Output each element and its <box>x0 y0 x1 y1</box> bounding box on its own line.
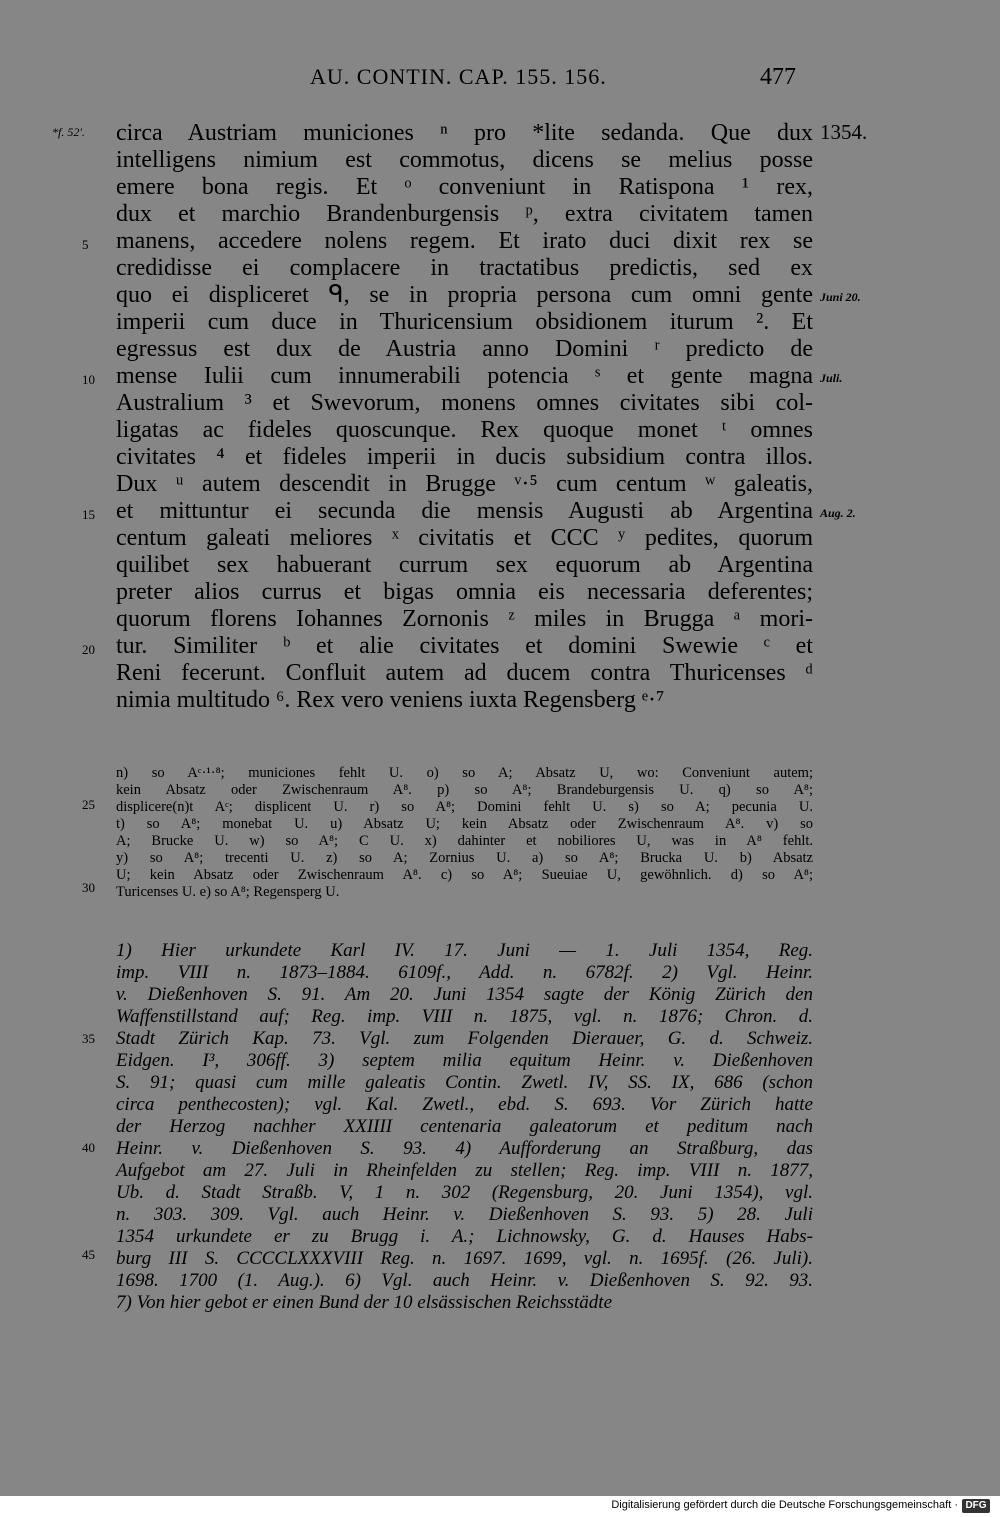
text-line: imperii cum duce in Thuricensium obsidionem iturum ². Et <box>116 309 813 335</box>
variant-note-line: y) so A⁸; trecenti U. z) so A; Zornius U. a) so A⁸; Brucka U. b) Absatz <box>116 850 813 866</box>
footnote-line: circa penthecosten); vgl. Kal. Zwetl., ebd. S. 693. Vor Zürich hatte <box>116 1094 813 1115</box>
line-number: 5 <box>82 237 89 252</box>
footnote-line: der Herzog nachher XXIIII centenaria galeatorum et peditum nach <box>116 1116 813 1137</box>
text-line: civitates ⁴ et fideles imperii in ducis subsidium contra illos. <box>116 444 813 470</box>
running-title: AU. CONTIN. CAP. 155. 156. <box>310 64 607 89</box>
line-number: 40 <box>82 1140 95 1155</box>
line-number: 35 <box>82 1031 95 1046</box>
text-line: egressus est dux de Austria anno Domini ʳ predicto de <box>116 336 813 362</box>
text-line: tur. Similiter ᵇ et alie civitates et domini Swewie ᶜ et <box>116 633 813 659</box>
footnote-line: Stadt Zürich Kap. 73. Vgl. zum Folgenden Dierauer, G. d. Schweiz. <box>116 1028 813 1049</box>
text-line: ligatas ac fideles quoscunque. Rex quoque monet ᵗ omnes <box>116 417 813 443</box>
footnote-line: Waffenstillstand auf; Reg. imp. VIII n. 1875, vgl. n. 1876; Chron. d. <box>116 1006 813 1027</box>
margin-folio-ref: *f. 52'. <box>52 125 85 139</box>
footnote-line: 7) Von hier gebot er einen Bund der 10 elsässischen Reichsstädte <box>116 1292 613 1313</box>
line-number: 15 <box>82 507 95 522</box>
variant-note-line: t) so A⁸; monebat U. u) Absatz U; kein Absatz oder Zwischenraum A⁸. v) so <box>116 816 813 832</box>
line-number: 10 <box>82 372 95 387</box>
footnote-line: 1354 urkundete er zu Brugg i. A.; Lichnowsky, G. d. Hauses Habs- <box>116 1226 813 1247</box>
text-line: quo ei displiceret ᑫ, se in propria persona cum omni gente <box>116 282 813 308</box>
text-line: intelligens nimium est commotus, dicens se melius posse <box>116 147 813 173</box>
text-line: quilibet sex habuerant currum sex equorum ab Argentina <box>116 552 813 578</box>
footnote-line: Aufgebot am 27. Juli in Rheinfelden zu stellen; Reg. imp. VIII n. 1877, <box>116 1160 813 1181</box>
text-line: nimia multitudo ⁶. Rex vero veniens iuxta Regensberg ᵉ·⁷ <box>116 687 665 713</box>
text-line: Reni fecerunt. Confluit autem ad ducem contra Thuricenses ᵈ <box>116 660 813 686</box>
footnote-line: S. 91; quasi cum mille galeatis Contin. Zwetl. IV, SS. IX, 686 (schon <box>116 1072 813 1093</box>
funding-credit: Digitalisierung gefördert durch die Deutsche Forschungsgemeinschaft · <box>611 1499 958 1511</box>
margin-date-note: Aug. 2. <box>820 506 856 520</box>
dfg-logo: DFG <box>962 1499 990 1513</box>
text-line: manens, accedere nolens regem. Et irato duci dixit rex se <box>116 228 813 254</box>
footnote-line: imp. VIII n. 1873–1884. 6109f., Add. n. 6782f. 2) Vgl. Heinr. <box>116 962 813 983</box>
text-line: mense Iulii cum innumerabili potencia ˢ et gente magna <box>116 363 813 389</box>
text-line: et mittuntur ei secunda die mensis Augusti ab Argentina <box>116 498 813 524</box>
footnote-line: Eidgen. I³, 306ff. 3) septem milia equitum Heinr. v. Dießenhoven <box>116 1050 813 1071</box>
variant-note-line: Turicenses U. e) so A⁸; Regensperg U. <box>116 884 340 900</box>
page-number: 477 <box>760 64 796 90</box>
footnote-line: burg III S. CCCCLXXXVIII Reg. n. 1697. 1699, vgl. n. 1695f. (26. Juli). <box>116 1248 813 1269</box>
variant-note-line: U; kein Absatz oder Zwischenraum A⁸. c) so A⁸; Sueuiae U, gewöhnlich. d) so A⁸; <box>116 867 813 883</box>
variant-note-line: A; Brucke U. w) so A⁸; C U. x) dahinter et nobiliores U, was in A⁸ fehlt. <box>116 833 813 849</box>
footnote-line: n. 303. 309. Vgl. auch Heinr. v. Dießenhoven S. 93. 5) 28. Juli <box>116 1204 813 1225</box>
text-line: preter alios currus et bigas omnia eis necessaria deferentes; <box>116 579 813 605</box>
line-number: 20 <box>82 642 95 657</box>
line-number: 45 <box>82 1247 95 1262</box>
variant-note-line: displicere(n)t Aᶜ; displicent U. r) so A⁸; Domini fehlt U. s) so A; pecunia U. <box>116 799 813 815</box>
footnote-line: 1698. 1700 (1. Aug.). 6) Vgl. auch Heinr. v. Dießenhoven S. 92. 93. <box>116 1270 813 1291</box>
line-number: 25 <box>82 797 95 812</box>
text-line: dux et marchio Brandenburgensis ᵖ, extra civitatem tamen <box>116 201 813 227</box>
margin-date-note: Juni 20. <box>820 290 861 304</box>
footnote-line: Ub. d. Stadt Straßb. V, 1 n. 302 (Regensburg, 20. Juni 1354), vgl. <box>116 1182 813 1203</box>
text-line: Australium ³ et Swevorum, monens omnes civitates sibi col- <box>116 390 813 416</box>
text-line: credidisse ei complacere in tractatibus predictis, sed ex <box>116 255 813 281</box>
margin-year: 1354. <box>820 120 868 144</box>
text-line: Dux ᵘ autem descendit in Brugge ᵛ·⁵ cum centum ʷ galeatis, <box>116 471 813 497</box>
text-line: circa Austriam municiones ⁿ pro *lite sedanda. Que dux <box>116 120 813 146</box>
digitization-footer <box>0 1496 1000 1517</box>
text-line: centum galeati meliores ˣ civitatis et CCC ʸ pedites, quorum <box>116 525 813 551</box>
line-number: 30 <box>82 880 95 895</box>
footnote-line: v. Dießenhoven S. 91. Am 20. Juni 1354 sagte der König Zürich den <box>116 984 813 1005</box>
footnote-line: 1) Hier urkundete Karl IV. 17. Juni — 1. Juli 1354, Reg. <box>116 940 813 961</box>
text-line: emere bona regis. Et ᵒ conveniunt in Ratispona ¹ rex, <box>116 174 813 200</box>
margin-date-note: Juli. <box>820 371 843 385</box>
variant-note-line: kein Absatz oder Zwischenraum A⁸. p) so A⁸; Brandeburgensis U. q) so A⁸; <box>116 782 813 798</box>
footnote-line: Heinr. v. Dießenhoven S. 93. 4) Aufforderung an Straßburg, das <box>116 1138 813 1159</box>
text-line: quorum florens Iohannes Zornonis ᶻ miles in Brugga ᵃ mori- <box>116 606 813 632</box>
variant-note-line: n) so Aᶜ·¹·⁸; municiones fehlt U. o) so A; Absatz U, wo: Conveniunt autem; <box>116 765 813 781</box>
running-header <box>0 64 1000 96</box>
